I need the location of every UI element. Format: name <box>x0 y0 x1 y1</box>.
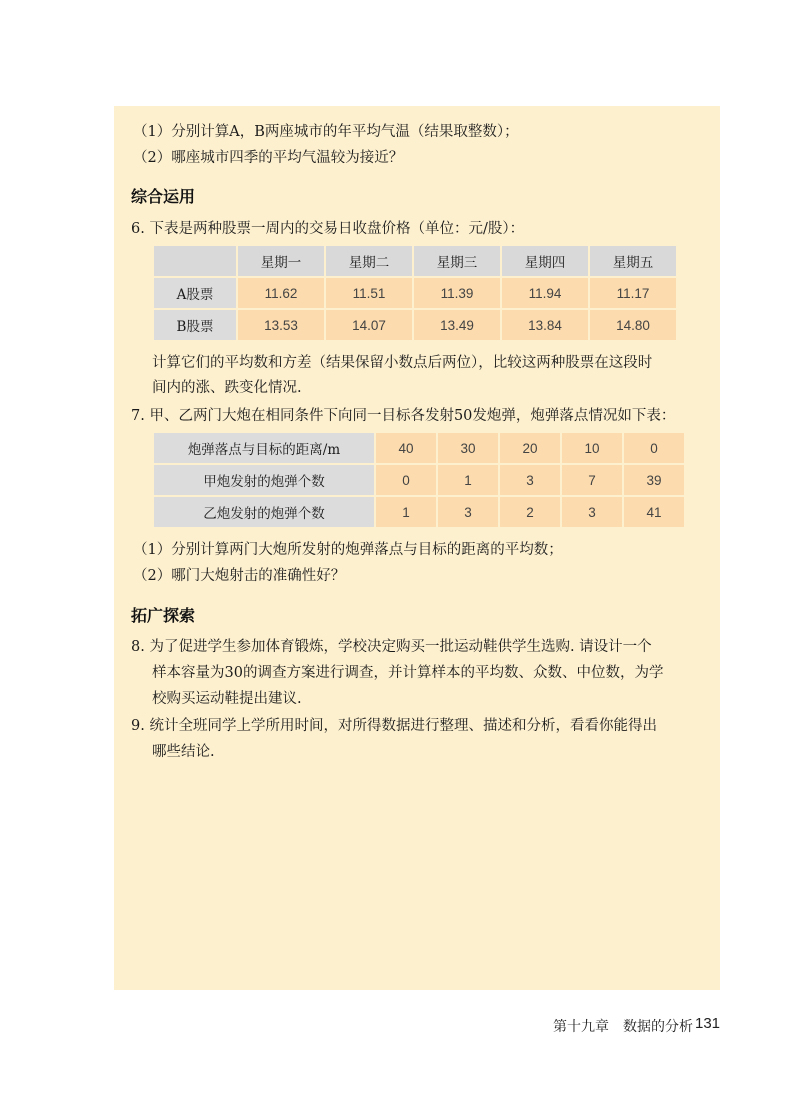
header-cell: 星期二 <box>326 246 412 276</box>
table-cell: 30 <box>438 433 498 463</box>
table-cell: 11.39 <box>414 278 500 308</box>
table-cell: 39 <box>624 465 684 495</box>
table-header-row <box>154 246 676 276</box>
problem-6-followup-line-2: 间内的涨、跌变化情况. <box>152 380 302 396</box>
table-cell: 0 <box>624 433 684 463</box>
header-cell: 星期五 <box>590 246 676 276</box>
table-cell: 10 <box>562 433 622 463</box>
row-header-cell: A股票 <box>154 278 236 308</box>
stock-price-table <box>152 244 678 342</box>
table-cell: 0 <box>376 465 436 495</box>
row-header-cell: B股票 <box>154 310 236 340</box>
section-title-extension: 拓广探索 <box>131 606 196 625</box>
table-cell: 11.17 <box>590 278 676 308</box>
table-cell: 11.51 <box>326 278 412 308</box>
table-cell: 40 <box>376 433 436 463</box>
table-cell: 11.94 <box>502 278 588 308</box>
problem-7-question-2: （2）哪门大炮射击的准确性好？ <box>133 568 346 584</box>
page-number: 131 <box>695 1015 721 1032</box>
table-cell: 1 <box>438 465 498 495</box>
table-cell: 13.84 <box>502 310 588 340</box>
table-row <box>154 433 684 463</box>
table-cell: 11.62 <box>238 278 324 308</box>
problem-6-stem: 6. 下表是两种股票一周内的交易日收盘价格（单位：元/股）： <box>131 221 525 237</box>
problem-8-line-3: 校购买运动鞋提出建议. <box>152 691 302 707</box>
table-row <box>154 278 676 308</box>
problem-7-question-1: （1）分别计算两门大炮所发射的炮弹落点与目标的距离的平均数； <box>133 542 563 558</box>
artillery-table <box>152 431 686 529</box>
table-cell: 2 <box>500 497 560 527</box>
problem-6-followup-line-1: 计算它们的平均数和方差（结果保留小数点后两位），比较这两种股票在这段时 <box>152 355 653 371</box>
row-header-cell: 乙炮发射的炮弹个数 <box>154 497 374 527</box>
section-title-comprehensive: 综合运用 <box>131 187 196 206</box>
table-cell: 41 <box>624 497 684 527</box>
table-cell: 1 <box>376 497 436 527</box>
problem-8-line-1: 8. 为了促进学生参加体育锻炼，学校决定购买一批运动鞋供学生选购. 请设计一个 <box>131 639 652 655</box>
table-cell: 3 <box>562 497 622 527</box>
table-cell: 20 <box>500 433 560 463</box>
table-cell: 14.80 <box>590 310 676 340</box>
table-row <box>154 465 684 495</box>
problem-8-line-2: 样本容量为30的调查方案进行调查，并计算样本的平均数、众数、中位数，为学 <box>152 665 664 681</box>
table-corner-cell <box>154 246 236 276</box>
table-row <box>154 310 676 340</box>
header-cell: 星期三 <box>414 246 500 276</box>
row-header-cell: 甲炮发射的炮弹个数 <box>154 465 374 495</box>
table-cell: 7 <box>562 465 622 495</box>
problem-7-stem: 7. 甲、乙两门大炮在相同条件下向同一目标各发射50发炮弹，炮弹落点情况如下表： <box>131 408 676 424</box>
question-2-text: （2）哪座城市四季的平均气温较为接近？ <box>133 150 404 166</box>
table-cell: 3 <box>500 465 560 495</box>
header-cell: 星期一 <box>238 246 324 276</box>
problem-9-line-2: 哪些结论. <box>152 744 215 760</box>
header-cell: 星期四 <box>502 246 588 276</box>
chapter-footer: 第十九章 数据的分析 <box>553 1019 693 1035</box>
table-cell: 14.07 <box>326 310 412 340</box>
problem-9-line-1: 9. 统计全班同学上学所用时间，对所得数据进行整理、描述和分析，看看你能得出 <box>131 718 657 734</box>
table-cell: 13.49 <box>414 310 500 340</box>
table-cell: 13.53 <box>238 310 324 340</box>
table-cell: 3 <box>438 497 498 527</box>
row-header-cell: 炮弹落点与目标的距离/m <box>154 433 374 463</box>
question-1-text: （1）分别计算A，B两座城市的年平均气温（结果取整数）； <box>133 124 519 140</box>
table-row <box>154 497 684 527</box>
